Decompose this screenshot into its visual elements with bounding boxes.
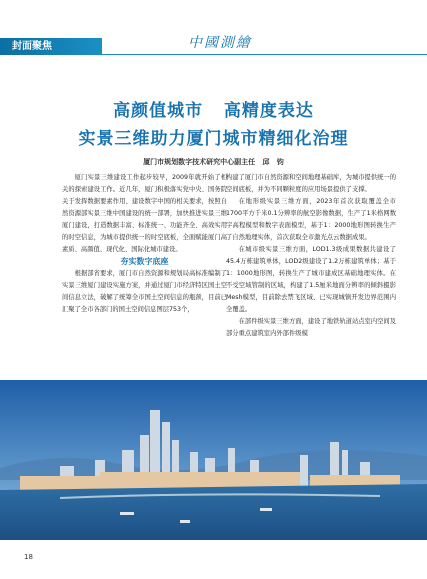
page-number: 18 <box>24 553 33 561</box>
article-title-line1: 高颜值城市 高精度表达 <box>113 101 314 121</box>
paragraph: 在地形级实景三维方面，2023年首次获取覆盖全市1700平方千米0.1分辨率的航空影像数据，生产了1米格网数字高程模型和数字表面模型，基于1：2000地形图转换生产了自然地理实体，首次获取全市激光点云数据成果。 <box>226 198 396 241</box>
paragraph: 厦门实景三维建设工作起步较早，2009年就开始了相关的探索建设工作。近几年，厦门积极落实党中央、国务院关于发挥数据要素作用、建设数字中国的相关要求，按照自然资源部实景三维中国建设的统一部署，加快推进实景三维厦门建设，打造数据丰富、标准统一、功能齐全、高效实用的时空信息，为城市提供统一的时空底板，全面赋能厦门高素质、高颜值、现代化、国际化城市建设。 <box>62 174 227 253</box>
author-byline: 厦门市规划数字技术研究中心副主任 邱 钧 <box>143 158 284 166</box>
article-title-line2: 实景三维助力厦门城市精细化治理 <box>78 129 349 149</box>
magazine-masthead: 中國測繪 <box>188 35 252 51</box>
left-column <box>62 172 227 316</box>
skyline-illustration <box>0 380 427 540</box>
city-skyline-photo <box>0 380 427 540</box>
section-banner: 封面聚焦 <box>0 38 102 55</box>
section-divider <box>102 54 427 55</box>
paragraph: 根据部省要求，厦门市自然资源和规划局高标准编制了实景三维厦门建设实施方案，并通过厦门市经济特区国土空间信息立法，破解了统筹全市国土空间信息的瓶颈，目前已汇聚了全市各部门的国土空间信息图层753个， <box>62 270 227 313</box>
section-subhead: 夯实数字底座 <box>120 257 169 266</box>
paragraph: 构建了厦门市自然资源和空间地理基础库，为城市提供统一的空间底板，并为不同颗粒度的应用场景提供了支撑。 <box>226 174 397 193</box>
right-column <box>226 172 396 340</box>
paragraph: 在部件级实景三维方面，建设了地铁轨道站点室内空间及部分重点建筑室内外部件级模 <box>226 318 397 337</box>
paragraph: 在城市级实景三维方面，LOD1.3级成果数据共建设了45.4万栋建筑单体，LOD2级建设了1.2万栋建筑单体；基于1：1000地形图，转换生产了城市建成区基础地理实体。在不受空域管制的区域，构建了1.5厘米地面分辨率的倾斜摄影Mesh模型，目前除去禁飞区域、已实现城镇开发边界范围内全覆盖。 <box>226 246 396 313</box>
